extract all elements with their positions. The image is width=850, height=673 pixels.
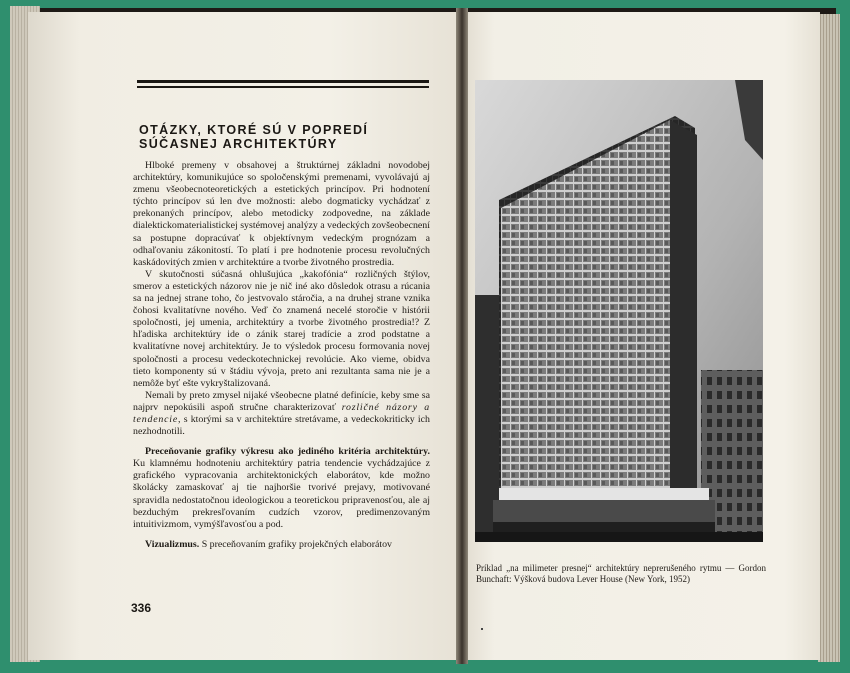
tower-side-facade (670, 120, 697, 492)
top-rule-thin (137, 86, 429, 88)
paragraph-3-end: , s ktorými sa v architektúre stretávame, a vedeckokriticky ich nezhodnotili. (133, 413, 430, 438)
chapter-heading (139, 123, 429, 151)
paragraph-5 (133, 539, 430, 551)
podium (493, 500, 715, 522)
paragraph-4-title: Preceňovanie grafiky výkresu ako jediného kritéria architektúry. (145, 446, 430, 458)
page-number: 336 (131, 601, 152, 615)
paragraph-3-emphasis: rozličné názory a tendencie (133, 401, 430, 425)
photo-caption: Príklad „na milimeter presnej“ architektúry neprerušeného rytmu — Gordon Bunchaft: Výšková budova Lever House (New York, 1952) (476, 563, 766, 585)
paragraph-4-text: Ku klamnému hodnoteniu architektúry patria tendencie vychádzajúce z grafického vypracovania architektonických elaborátov, kde možno školácky zamaskovať aj tie najhoršie tvorivé prejavy, motivované spravidla nedostatočnou ideologickou a teoretickou pripravenosťou, ale aj bezduchým prekresľovaním cudzích vzorov, predimenzovaným intuitivizmom, vymýšľavosťou a pod. (133, 458, 430, 530)
top-rule-thick (137, 80, 429, 83)
book-gutter (456, 8, 468, 664)
lever-house-photo (475, 80, 763, 542)
paragraph-5-title: Vizualizmus. (145, 538, 200, 550)
paragraph-3-start: Nemali by preto zmysel nijaké všeobecne platné definície, keby sme sa najprv nepokúsili aspoň stručne charakterizovať (133, 389, 430, 413)
podium-roof (499, 488, 709, 502)
heading-line-2: SÚČASNEJ ARCHITEKTÚRY (139, 137, 338, 151)
page-speck (481, 628, 483, 630)
right-page-edges (818, 14, 840, 662)
paragraph-1: Hlboké premeny v obsahovej a štruktúrnej základni novodobej architektúry, komunikujúce so spoločenskými premenami, vyvolávajú aj zmenu všeobecnoteoretických a estetických princípov. Pri hodnotení týchto princípov sú len dve možnosti: alebo dogmaticky vychádzať z prekonaných princípov, alebo metodicky zodpovedne, na základe dialektickomaterialistickej systémovej analýzy a vedeckých zovšeobecnení sa postupne dopracúvať k objektívnym vedeckým prognózam a odhaľovaniu zákonitostí. To platí i pre hodnotenie procesu revolučných kaskádovitých zmien v architektúre a tvorbe životného prostredia. (133, 160, 430, 268)
street (475, 532, 763, 542)
paragraph-4 (133, 446, 430, 531)
paragraph-5-text: S preceňovaním grafiky projekčných elaborátov (199, 538, 392, 550)
body-text (133, 160, 430, 551)
heading-line-1: OTÁZKY, KTORÉ SÚ V POPREDÍ (139, 123, 369, 137)
paragraph-3 (133, 390, 430, 438)
paragraph-2: V skutočnosti súčasná ohlušujúca „kakofónia“ rozličných štýlov, smerov a estetických názorov nie je nič iné ako dôsledok otrasu a rúcania sa na jednej strane toho, čo jestvovalo stáročia, a na druhej strane vznika čohosi kvalitatívne nového. Veď čo znamená necelé storočie v histórii spoločnosti, jej umenia, architektúry a tvorbe životného prostredia!? Z hľadiska architektúry ide o zánik starej tradície a zrod podstatne a kvalitatívne novej architektúry. Je to výsledok procesu formovania novej spoločnosti a procesu vedeckotechnickej revolúcie. Ako vieme, obidva tieto komponenty sú v štádiu vývoja, preto ani rezultanta sama nie je a nemôže byť ešte vykryštalizovaná. (133, 268, 430, 389)
